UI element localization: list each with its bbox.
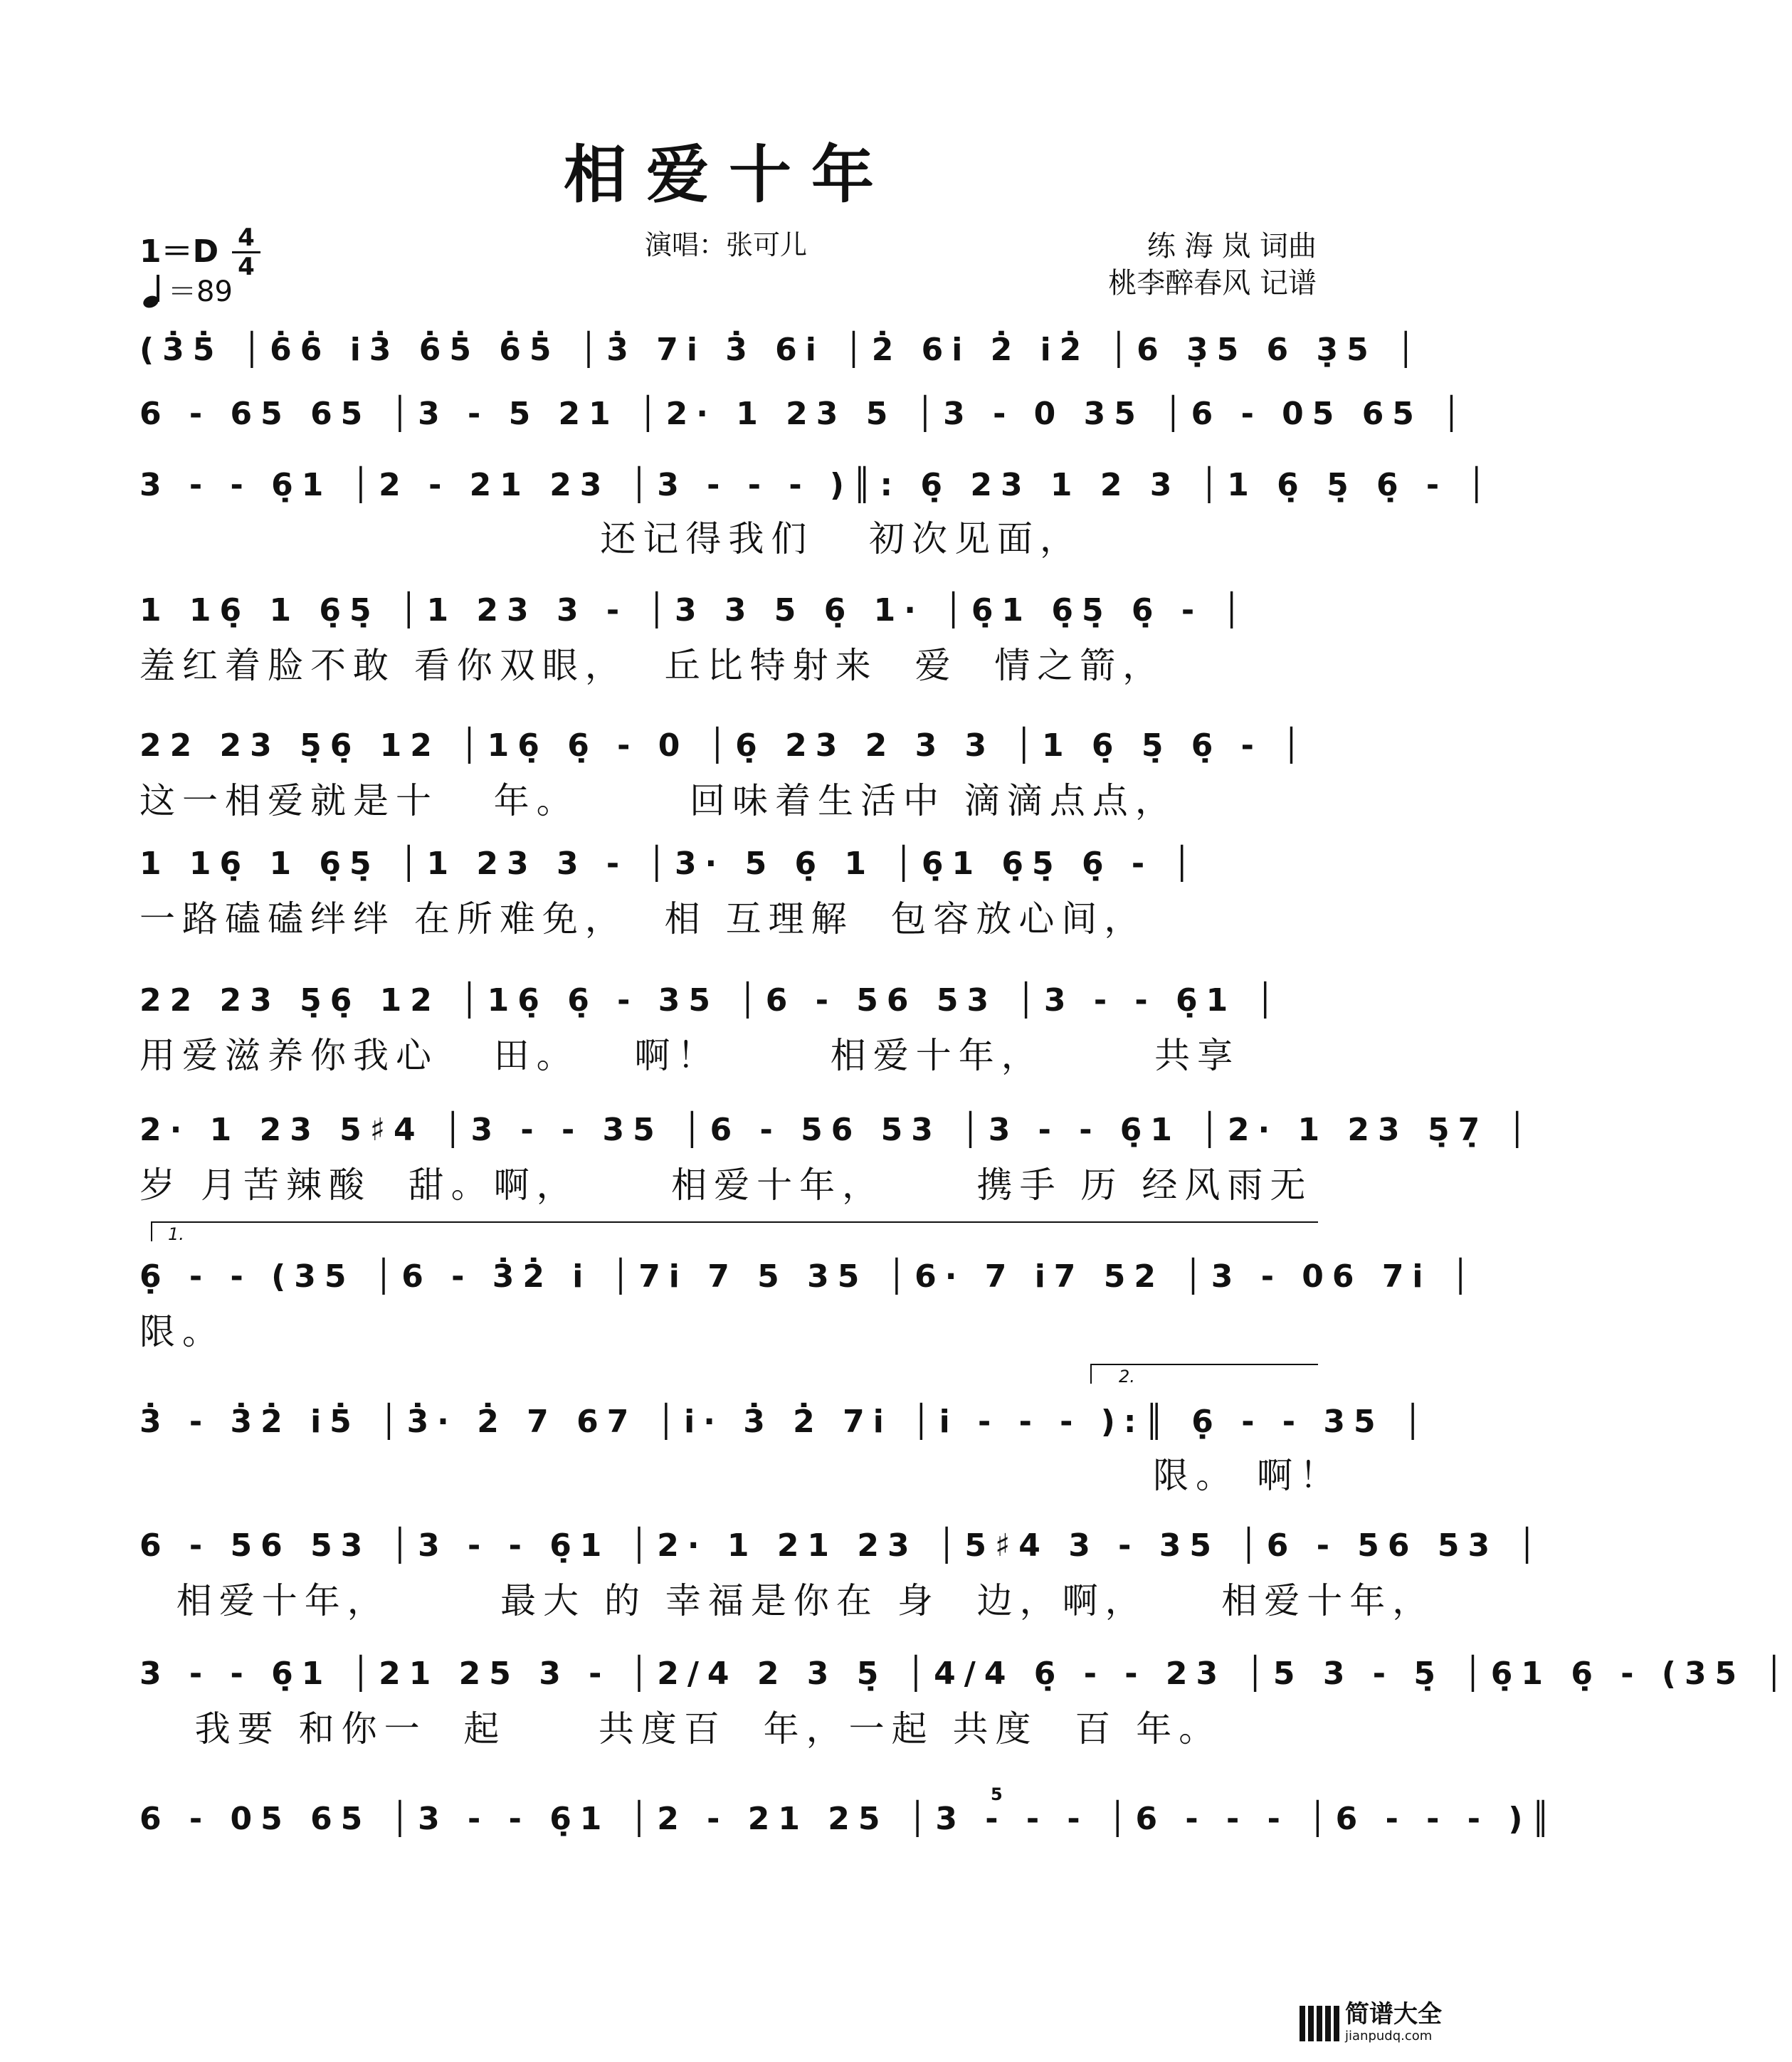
time-signature-bottom: 4 — [238, 253, 255, 281]
tempo-marking: ＝89 — [168, 275, 233, 308]
lyrics-line: 限。 啊！ — [139, 1455, 1343, 1496]
notes-line: 1 16̣ 1 6̣5̣ │1 23 3 - │3 3 5 6̣ 1· │6̣1 6̣5̣ 6̣ - │ — [139, 592, 1250, 628]
lyrics-line: 相爱十年， 最大 的 幸福是你在 身 边，啊， 相爱十年， — [139, 1580, 1435, 1621]
notes-line: 6 - 05 65 │3 - - 6̣1 │2 - 21 25 │3 - - - │6 - - - │6 - - - )║ — [139, 1801, 1559, 1837]
notes-line: 1 16̣ 1 6̣5̣ │1 23 3 - │3· 5 6̣ 1 │6̣1 6̣5̣ 6̣ - │ — [139, 846, 1200, 882]
volta-first-bracket — [151, 1221, 152, 1241]
lyrics-line: 岁 月苦辣酸 甜。啊， 相爱十年， 携手 历 经风雨无 — [139, 1164, 1313, 1206]
lyrics-line: 限。 — [139, 1311, 225, 1352]
lyrics-line: 一路磕磕绊绊 在所难免， 相 互理解 包容放心间， — [139, 898, 1147, 940]
key-signature: 1＝D — [139, 233, 219, 270]
lyrics-line: 羞红着脸不敢 看你双眼， 丘比特射来 爱 情之箭， — [139, 645, 1166, 686]
notes-line: 6 - 65 65 │3 - 5 21 │2· 1 23 5 │3 - 0 35 │6 - 05 65 │ — [139, 396, 1470, 432]
credits — [1018, 228, 1317, 302]
notes-line: 2· 1 23 5♯4 │3 - - 35 │6 - 56 53 │3 - - 6̣1 │2· 1 23 5̣7̣ │ — [139, 1112, 1535, 1148]
lyrics-line: 用爱滋养你我心 田。 啊！ 相爱十年， 共享 — [139, 1035, 1240, 1076]
grace-note: 5 — [991, 1784, 1003, 1804]
notes-line: 3 - - 6̣1 │21 25 3 - │2/4 2 3 5̣ │4/4 6̣ - - 23 │5 3 - 5̣ │6̣1 6̣ - (35 │ — [139, 1656, 1792, 1692]
transcriber-credit: 桃李醉春风 记谱 — [1108, 267, 1317, 300]
piano-keys-icon — [1298, 2003, 1341, 2046]
volta-first-label: 1. — [168, 1224, 184, 1244]
watermark — [1298, 2000, 1448, 2050]
song-title: 相爱十年 — [563, 137, 894, 211]
volta-second-label: 2. — [1119, 1367, 1135, 1387]
notes-line: 22 23 5̣6̣ 12 │16̣ 6̣ - 35 │6 - 56 53 │3 - - 6̣1 │ — [139, 982, 1284, 1019]
watermark-url: jianpudq.com — [1345, 2029, 1433, 2043]
lyricist-composer-credit: 练 海 岚 词曲 — [1147, 230, 1317, 263]
volta-first-line — [151, 1221, 1318, 1223]
notes-line: 3 - - 6̣1 │2 - 21 23 │3 - - - )║: 6̣ 23 1 2 3 │1 6̣ 5̣ 6̣ - │ — [139, 467, 1495, 503]
time-signature-top: 4 — [238, 223, 255, 252]
lyrics-line: 还记得我们 初次见面， — [139, 518, 1083, 559]
singer-credit: 演唱：张可儿 — [645, 229, 808, 261]
watermark-text: 简谱大全 — [1345, 2000, 1442, 2029]
notes-line: 22 23 5̣6̣ 12 │16̣ 6̣ - 0 │6̣ 23 2 3 3 │1 6̣ 5̣ 6̣ - │ — [139, 727, 1309, 764]
lyrics-line: 这一相爱就是十 年。 回味着生活中 滴滴点点， — [139, 780, 1178, 821]
lyrics-line: 我要 和你一 起 共度百 年，一起 共度 百 年。 — [139, 1708, 1222, 1750]
volta-second-line — [1090, 1364, 1318, 1365]
volta-second-bracket — [1090, 1364, 1092, 1384]
notes-line: 3̇ - 3̇2̇ i5̇ │3̇· 2̇ 7 67 │i· 3̇ 2̇ 7i │i - - - ):║ 6̣ - - 35 │ — [139, 1404, 1431, 1440]
time-signature — [232, 225, 260, 280]
notes-line: 6 - 56 53 │3 - - 6̣1 │2· 1 21 23 │5♯4 3 - 35 │6 - 56 53 │ — [139, 1527, 1545, 1564]
notes-line: 6̣ - - (35 │6 - 3̇2̇ i │7i 7 5 35 │6· 7 i7 52 │3 - 06 7i │ — [139, 1258, 1479, 1295]
notes-line: (3̇5̇ │6̇6̇ i3̇ 6̇5̇ 6̇5̇ │3̇ 7i 3̇ 6i │2̇ 6i 2̇ i2̇ │6 3̣5 6 3̣5 │ — [139, 332, 1424, 368]
